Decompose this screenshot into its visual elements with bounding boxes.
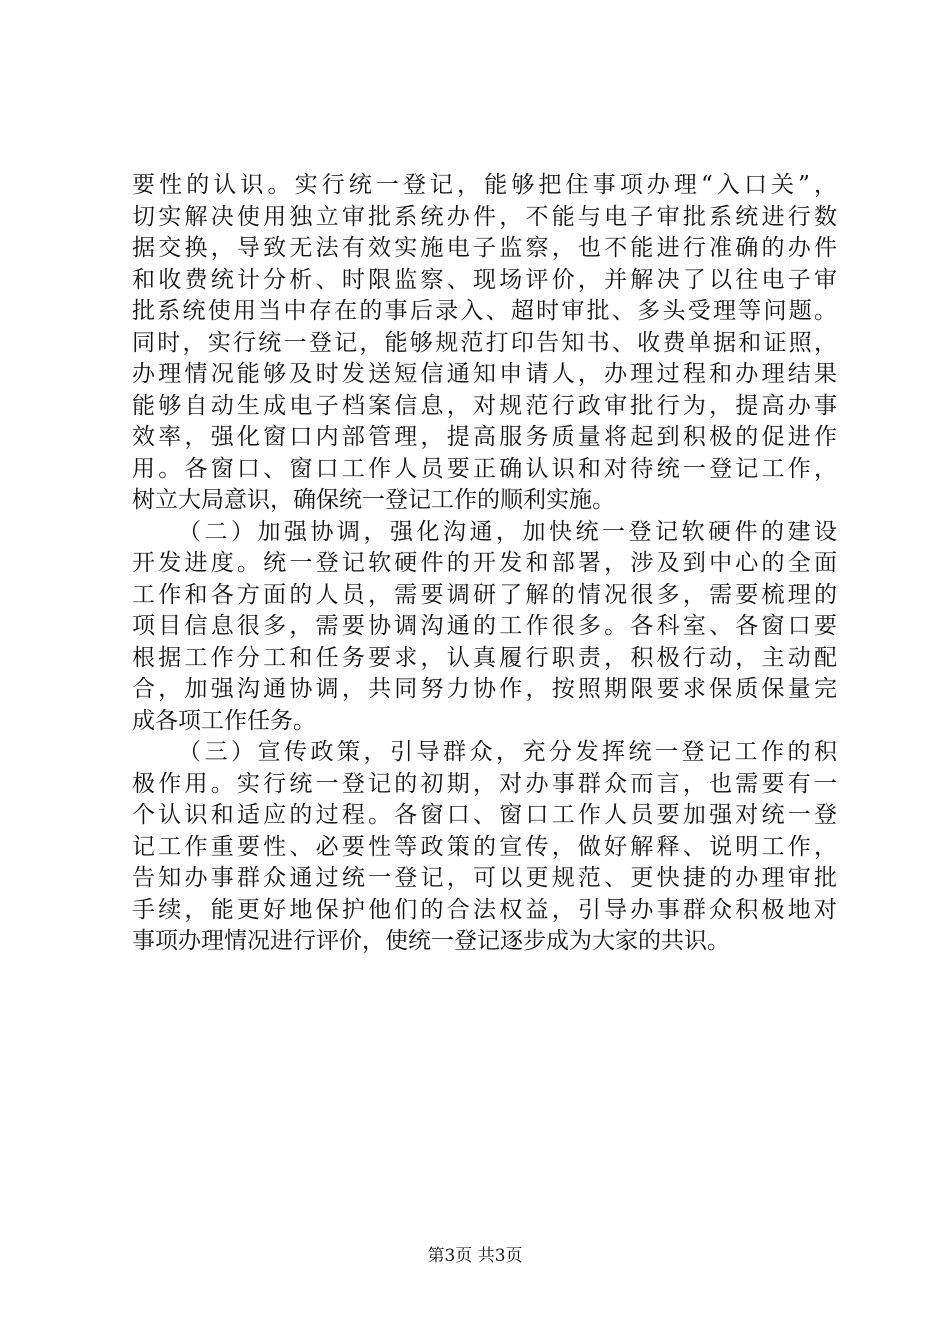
text-line: 和收费统计分析、时限监察、现场评价，并解决了以往电子审 bbox=[132, 266, 837, 293]
text-line: （二）加强协调，强化沟通，加快统一登记软硬件的建设 bbox=[178, 518, 837, 545]
paragraph-1 bbox=[132, 170, 837, 517]
text-line: 据交换，导致无法有效实施电子监察，也不能进行准确的办件 bbox=[132, 235, 837, 261]
text-line: 开发进度。统一登记软硬件的开发和部署，涉及到中心的全面 bbox=[132, 550, 837, 576]
text-line: 个认识和适应的过程。各窗口、窗口工作人员要加强对统一登 bbox=[132, 802, 837, 828]
text-line: 批系统使用当中存在的事后录入、超时审批、多头受理等问题。 bbox=[132, 298, 837, 324]
text-line: 同时，实行统一登记，能够规范打印告知书、收费单据和证照， bbox=[132, 329, 837, 356]
text-line: 办理情况能够及时发送短信通知申请人，办理过程和办理结果 bbox=[132, 361, 837, 387]
text-line: 成各项工作任务。 bbox=[132, 707, 316, 734]
text-line: 合，加强沟通协调，共同努力协作，按照期限要求保质保量完 bbox=[132, 676, 837, 702]
text-line: 切实解决使用独立审批系统办件，不能与电子审批系统进行数 bbox=[132, 203, 837, 230]
page-number-footer: 第3页 共3页 bbox=[427, 1246, 523, 1266]
text-line: 手续，能更好地保护他们的合法权益，引导办事群众积极地对 bbox=[132, 896, 837, 923]
text-line: 用。各窗口、窗口工作人员要正确认识和对待统一登记工作， bbox=[132, 455, 837, 482]
paragraph-2 bbox=[132, 517, 837, 738]
text-line: 能够自动生成电子档案信息，对规范行政审批行为，提高办事 bbox=[132, 392, 837, 419]
text-line: （三）宣传政策，引导群众，充分发挥统一登记工作的积 bbox=[178, 739, 837, 765]
text-line: 要性的认识。实行统一登记，能够把住事项办理“入口关”， bbox=[132, 172, 837, 198]
text-line: 事项办理情况进行评价，使统一登记逐步成为大家的共识。 bbox=[132, 928, 730, 954]
text-line: 根据工作分工和任务要求，认真履行职责，积极行动，主动配 bbox=[132, 644, 837, 671]
text-line: 告知办事群众通过统一登记，可以更规范、更快捷的办理审批 bbox=[132, 865, 837, 891]
text-line: 树立大局意识，确保统一登记工作的顺利实施。 bbox=[132, 487, 615, 513]
text-line: 项目信息很多，需要协调沟通的工作很多。各科室、各窗口要 bbox=[132, 613, 837, 639]
text-line: 极作用。实行统一登记的初期，对办事群众而言，也需要有一 bbox=[132, 770, 837, 797]
text-line: 记工作重要性、必要性等政策的宣传，做好解释、说明工作， bbox=[132, 833, 837, 860]
text-line: 效率，强化窗口内部管理，提高服务质量将起到积极的促进作 bbox=[132, 424, 837, 450]
body-text bbox=[132, 170, 837, 958]
text-line: 工作和各方面的人员，需要调研了解的情况很多，需要梳理的 bbox=[132, 581, 837, 608]
paragraph-3 bbox=[132, 737, 837, 958]
